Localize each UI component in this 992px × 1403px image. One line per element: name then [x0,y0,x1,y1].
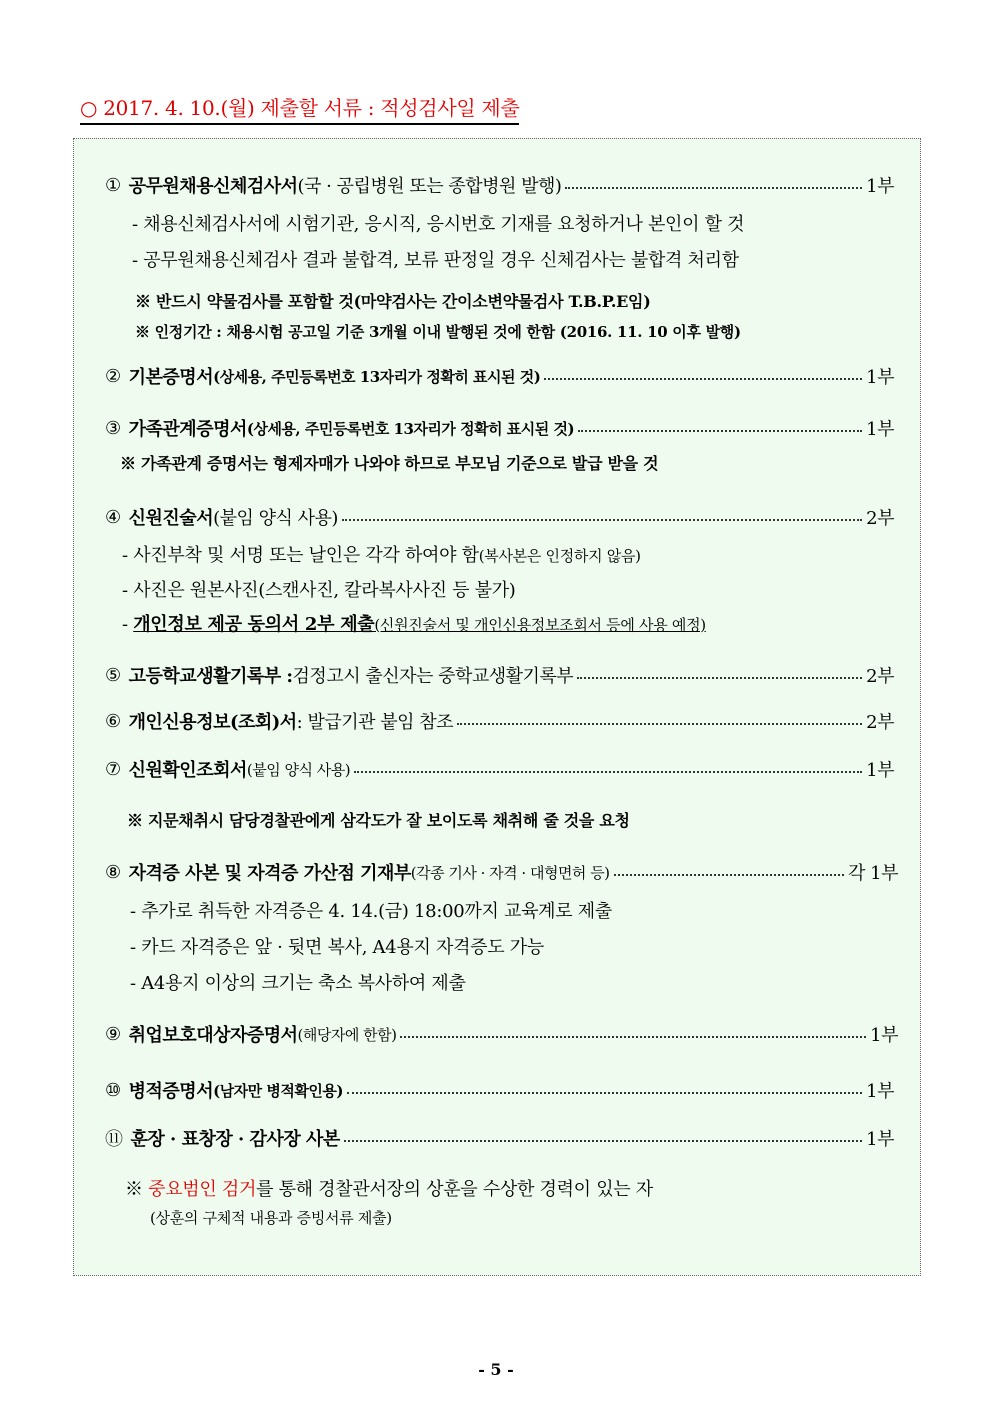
item-name: 개인신용정보(조회)서 [128,712,297,733]
item-number: ④ [105,506,121,528]
leader-dots [354,771,862,773]
item-count: 2부 [866,666,894,687]
item-4 [105,504,894,530]
item-count: 1부 [866,1081,894,1102]
leader-dots [457,723,862,725]
leader-dots [400,1036,866,1038]
item-count: 1부 [866,760,894,781]
note: ※ 인정기간 : 채용시험 공고일 기준 3개월 이내 발행된 것에 한함 (2016. 11. 10 이후 발행) [135,323,741,341]
award-note [125,1175,653,1201]
item-name: 병적증명서 [128,1081,214,1102]
item-number: ① [105,174,121,196]
item-number: ⑦ [105,758,121,780]
item-detail: (상세용, 주민등록번호 13자리가 정확히 표시된 것) [213,367,541,386]
item-name: 고등학교생활기록부 : [128,666,293,687]
item-5 [105,662,894,688]
sub-line: - 채용신체검사서에 시험기관, 응시직, 응시번호 기재를 요청하거나 본인이 할 것 [132,214,745,235]
sub-detail: (복사본은 인정하지 않음) [478,547,641,565]
item-number: ⑪ [105,1129,123,1150]
item-8 [105,859,898,885]
sub-line: - 추가로 취득한 자격증은 4. 14.(금) 18:00까지 교육계로 제출 [130,901,612,922]
sub-line: - 공무원채용신체검사 결과 불합격, 보류 판정일 경우 신체검사는 불합격 처리함 [132,250,739,271]
note-text: 를 통해 경찰관서장의 상훈을 수상한 경력이 있는 자 [256,1179,653,1200]
page-number: - 5 - [478,1360,514,1379]
sub-line [122,610,706,636]
item-count: 각 1부 [848,863,898,884]
item-number: ⑤ [105,664,121,686]
item-7 [105,756,894,782]
sub-detail: (신원진술서 및 개인신용정보조회서 등에 사용 예정) [374,616,706,634]
item-6 [105,708,894,734]
item-detail: (붙임 양식 사용) [246,760,351,779]
note: ※ 지문채취시 담당경찰관에게 삼각도가 잘 보이도록 채취해 줄 것을 요청 [127,811,630,830]
item-number: ⑥ [105,710,121,732]
item-number: ⑧ [105,861,121,883]
item-name: 훈장 · 표창장 · 감사장 사본 [130,1129,340,1150]
leader-dots [347,1092,862,1094]
item-11 [105,1125,894,1151]
sub-text: - 사진부착 및 서명 또는 날인은 각각 하여야 함 [122,545,479,566]
leader-dots [565,187,862,189]
item-detail: 검정고시 출신자는 중학교생활기록부 [292,666,574,687]
item-detail: (국 · 공립병원 또는 종합병원 발행) [297,176,562,197]
item-3 [105,415,894,441]
item-detail: (상세용, 주민등록번호 13자리가 정확히 표시된 것) [246,419,575,438]
item-count: 1부 [866,419,894,440]
item-detail: (남자만 병적확인용) [213,1081,343,1100]
section-title: ○ 2017. 4. 10.(월) 제출할 서류 : 적성검사일 제출 [80,92,519,125]
item-detail: : 발급기관 붙임 참조 [296,712,454,733]
item-name: 가족관계증명서 [128,419,247,440]
item-name: 공무원채용신체검사서 [128,176,298,197]
item-number: ⑨ [105,1023,121,1045]
item-detail: (해당자에 한함) [297,1025,397,1044]
sub-dash: - [122,614,134,635]
note-mark: ※ [125,1179,149,1200]
item-number: ⑩ [105,1079,121,1101]
sub-line [122,541,641,567]
leader-dots [577,677,862,679]
leader-dots [578,430,862,432]
item-name: 취업보호대상자증명서 [128,1025,298,1046]
item-number: ② [105,365,121,387]
item-name: 신원진술서 [128,508,214,529]
item-1 [105,172,894,198]
award-note-detail: (상훈의 구체적 내용과 증빙서류 제출) [150,1209,392,1227]
item-number: ③ [105,417,121,439]
sub-line: - 카드 자격증은 앞 · 뒷면 복사, A4용지 자격증도 가능 [130,937,544,958]
sub-line: - A4용지 이상의 크기는 축소 복사하여 제출 [130,973,466,994]
item-count: 2부 [866,508,894,529]
item-count: 1부 [866,367,894,388]
note: ※ 반드시 약물검사를 포함할 것(마약검사는 간이소변약물검사 T.B.P.E임) [135,292,651,311]
consent-emphasis: 개인정보 제공 동의서 2부 제출 [133,614,375,635]
item-count: 1부 [870,1025,898,1046]
item-detail: (각종 기사 · 자격 · 대형면허 등) [410,863,610,882]
note-emphasis: 중요범인 검거 [148,1179,257,1200]
item-10 [105,1077,894,1103]
leader-dots [344,1140,862,1142]
item-detail: (붙임 양식 사용) [213,508,338,529]
item-name: 자격증 사본 및 자격증 가산점 기재부 [128,863,411,884]
item-9 [105,1021,898,1047]
leader-dots [544,378,862,380]
item-name: 기본증명서 [128,367,214,388]
item-name: 신원확인조회서 [128,760,247,781]
item-count: 2부 [866,712,894,733]
item-count: 1부 [866,1129,894,1150]
item-2 [105,363,894,389]
sub-line: - 사진은 원본사진(스캔사진, 칼라복사사진 등 불가) [122,580,516,601]
item-count: 1부 [866,176,894,197]
note: ※ 가족관계 증명서는 형제자매가 나와야 하므로 부모님 기준으로 발급 받을 것 [120,454,659,473]
leader-dots [614,874,845,876]
leader-dots [342,519,862,521]
